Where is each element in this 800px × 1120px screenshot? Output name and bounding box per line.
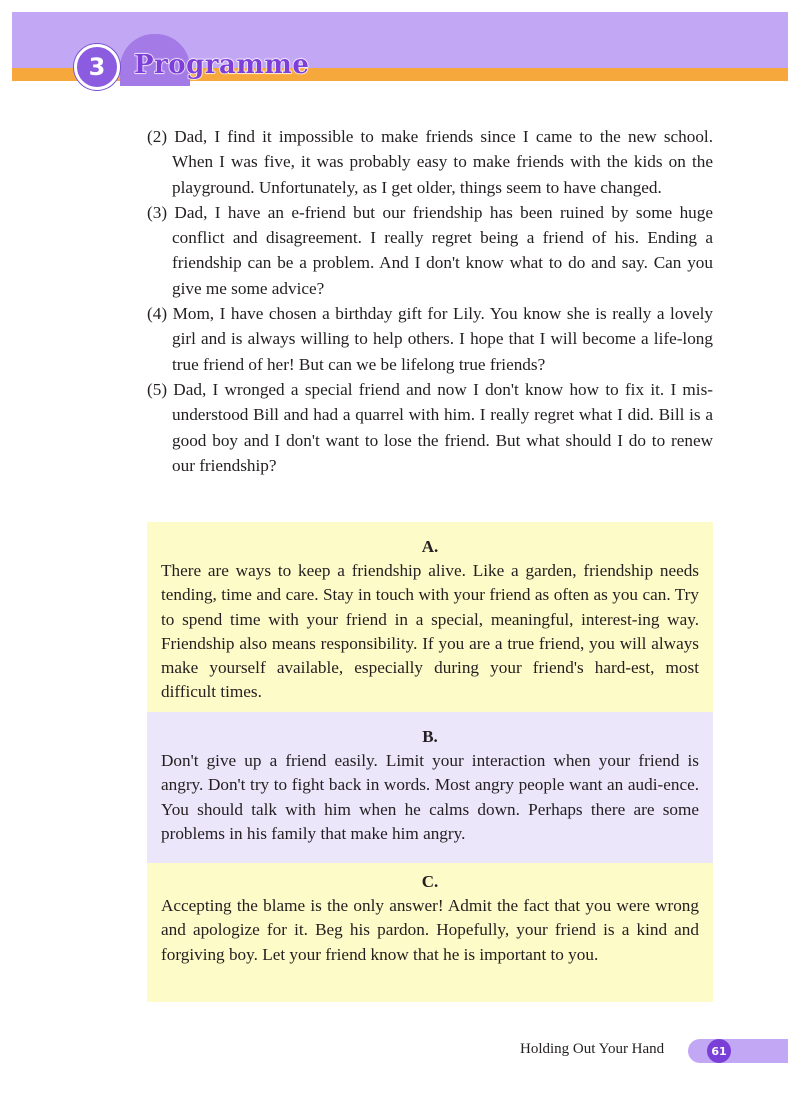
list-item: (5) Dad, I wronged a special friend and now I don't know how to fix it. I mis-understood Bill and had a quarrel with him. I really regret what I did. Bill is a good boy and I don't want to lose the friend. But what should I do to renew our friendship? <box>147 379 713 475</box>
advice-text: Don't give up a friend easily. Limit your interaction when your friend is angry. Don't try to fight back in words. Most angry people want an audi-ence. You should talk with him when he calms down. Perhaps there are some problems in his family that make him angry. <box>161 751 699 843</box>
page-number: 61 <box>707 1039 731 1063</box>
advice-text: Accepting the blame is the only answer! Admit the fact that you were wrong and apologize for it. Beg his pardon. Hopefully, your friend is a kind and forgiving boy. Let your friend know that he is important to you. <box>161 896 699 964</box>
letters-list <box>147 124 713 478</box>
section-title: Programme <box>134 50 310 80</box>
advice-label: A. <box>421 537 439 556</box>
advice-box-a <box>147 522 713 712</box>
advice-label: B. <box>422 727 438 746</box>
advice-label: C. <box>421 872 439 891</box>
footer-tab <box>688 1039 788 1063</box>
footer-caption: Holding Out Your Hand <box>520 1041 665 1057</box>
list-item: (2) Dad, I find it impossible to make friends since I came to the new school. When I was five, it was probably easy to make friends with the kids on the playground. Unfortunately, as I get older, things seem to have changed. <box>147 127 713 197</box>
advice-text: There are ways to keep a friendship alive. Like a garden, friendship needs tending, time and care. Stay in touch with your friend as often as you can. Try to spend time with your friend in a special, meaningful, interest-ing way. Friendship also means responsibility. If you are a true friend, you will always make yourself available, especially during your friend's hard-est, most difficult times. <box>161 561 699 702</box>
section-number-badge: 3 <box>74 44 120 90</box>
list-item: (3) Dad, I have an e-friend but our friendship has been ruined by some huge conflict and disagreement. I really regret being a friend of his. Ending a friendship can be a problem. And I don't know what to do and say. Can you give me some advice? <box>147 202 713 298</box>
list-item: (4) Mom, I have chosen a birthday gift for Lily. You know she is really a lovely girl and is always willing to help others. I hope that I will become a life-long true friend of her! But can we be lifelong true friends? <box>147 304 713 374</box>
advice-box-c <box>147 863 713 1002</box>
advice-box-b <box>147 712 713 863</box>
